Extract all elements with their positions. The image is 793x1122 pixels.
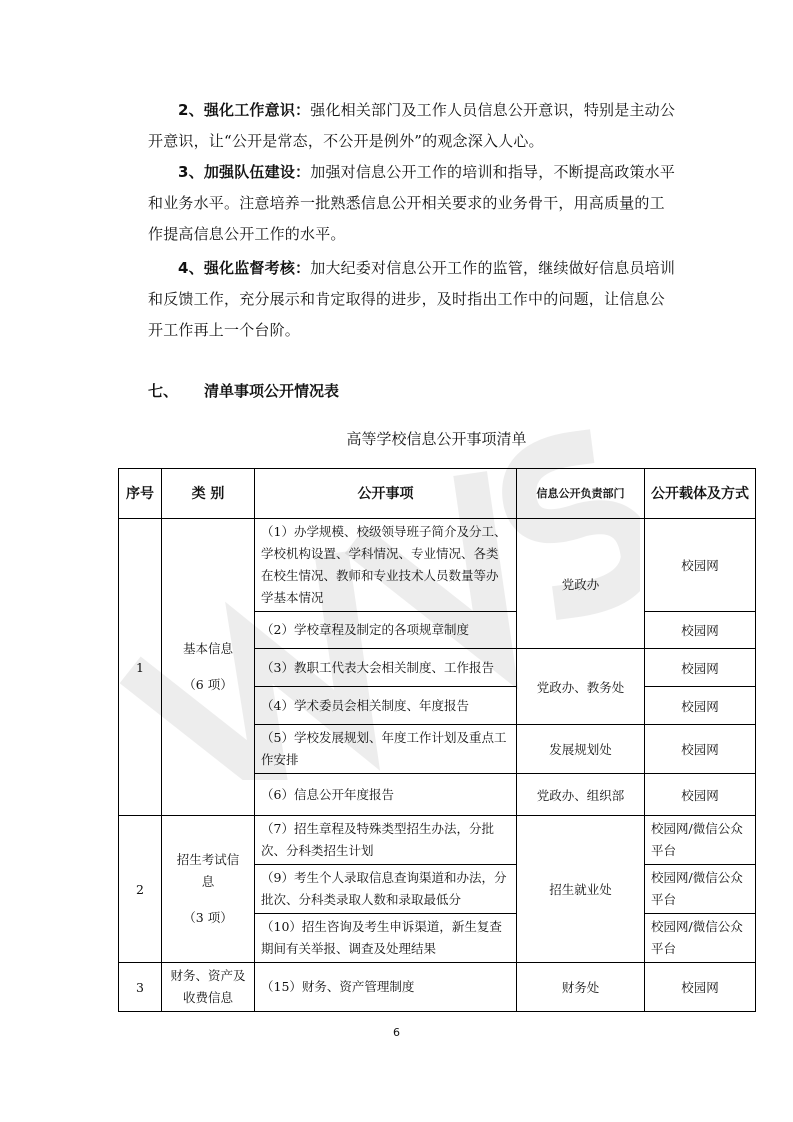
item-cell: （4）学术委员会相关制度、年度报告 [255, 687, 517, 725]
carrier-cell: 校园网 [645, 519, 756, 612]
paragraph-work-awareness [148, 95, 678, 157]
group-category-name: 基本信息 [182, 641, 233, 656]
section-title [148, 380, 339, 401]
table-row [119, 963, 756, 1012]
item-cell: （6）信息公开年度报告 [255, 774, 517, 816]
carrier-cell: 校园网 [645, 687, 756, 725]
group-seq: 2 [119, 816, 162, 963]
department-cell: 招生就业处 [517, 816, 645, 963]
section-heading: 清单事项公开情况表 [204, 382, 340, 400]
item-cell: （10）招生咨询及考生申诉渠道，新生复查期间有关举报、调查及处理结果 [255, 914, 517, 963]
table-row [119, 816, 756, 865]
paragraph-text: 加大纪委对信息公开工作的监管，继续做好信息员培训和反馈工作，充分展示和肯定取得的进步，及时指出工作中的问题，让信息公开工作再上一个台阶。 [148, 259, 676, 339]
department-cell: 发展规划处 [517, 725, 645, 774]
group-seq: 1 [119, 519, 162, 816]
carrier-cell: 校园网 [645, 725, 756, 774]
header-department: 信息公开负责部门 [517, 469, 645, 519]
group-item-count: （3 项） [183, 910, 233, 925]
header-item: 公开事项 [255, 469, 517, 519]
carrier-cell: 校园网 [645, 774, 756, 816]
paragraph-team-building [148, 157, 678, 250]
section-number: 七、 [148, 382, 179, 400]
paragraph-heading: 3、加强队伍建设： [178, 163, 311, 181]
item-cell: （7）招生章程及特殊类型招生办法，分批次、分科类招生计划 [255, 816, 517, 865]
carrier-cell: 校园网/微信公众平台 [645, 914, 756, 963]
paragraph-text: 加强对信息公开工作的培训和指导，不断提高政策水平和业务水平。注意培养一批熟悉信息公开相关要求的业务骨干，用高质量的工作提高信息公开工作的水平。 [148, 163, 676, 243]
group-category [162, 519, 255, 816]
paragraph-heading: 2、强化工作意识： [178, 101, 311, 119]
department-cell: 党政办 [517, 519, 645, 649]
carrier-cell: 校园网/微信公众平台 [645, 865, 756, 914]
department-cell: 党政办、教务处 [517, 649, 645, 725]
disclosure-list-table [118, 468, 756, 1012]
item-cell: （15）财务、资产管理制度 [255, 963, 517, 1012]
group-item-count: （6 项） [183, 677, 233, 692]
paragraph-supervision [148, 253, 678, 346]
table-row [119, 519, 756, 612]
page-number: 6 [393, 1026, 400, 1039]
group-category-name: 财务、资产及收费信息 [170, 968, 246, 1005]
header-carrier: 公开载体及方式 [645, 469, 756, 519]
group-category-name: 招生考试信息 [176, 852, 240, 889]
group-category [162, 816, 255, 963]
item-cell: （5）学校发展规划、年度工作计划及重点工作安排 [255, 725, 517, 774]
carrier-cell: 校园网 [645, 612, 756, 649]
item-cell: （9）考生个人录取信息查询渠道和办法，分批次、分科类录取人数和录取最低分 [255, 865, 517, 914]
item-cell: （2）学校章程及制定的各项规章制度 [255, 612, 517, 649]
department-cell: 财务处 [517, 963, 645, 1012]
header-category: 类 别 [162, 469, 255, 519]
group-category [162, 963, 255, 1012]
item-cell: （1）办学规模、校级领导班子简介及分工、学校机构设置、学科情况、专业情况、各类在校生情况、教师和专业技术人员数量等办学基本情况 [255, 519, 517, 612]
header-seq: 序号 [119, 469, 162, 519]
item-cell: （3）教职工代表大会相关制度、工作报告 [255, 649, 517, 687]
carrier-cell: 校园网/微信公众平台 [645, 816, 756, 865]
carrier-cell: 校园网 [645, 963, 756, 1012]
table-header-row [119, 469, 756, 519]
paragraph-heading: 4、强化监督考核： [178, 259, 311, 277]
table-caption: 高等学校信息公开事项清单 [346, 430, 527, 448]
group-seq: 3 [119, 963, 162, 1012]
department-cell: 党政办、组织部 [517, 774, 645, 816]
paragraph-text: 强化相关部门及工作人员信息公开意识，特别是主动公开意识，让“公开是常态，不公开是例外”的观念深入人心。 [148, 101, 676, 150]
carrier-cell: 校园网 [645, 649, 756, 687]
